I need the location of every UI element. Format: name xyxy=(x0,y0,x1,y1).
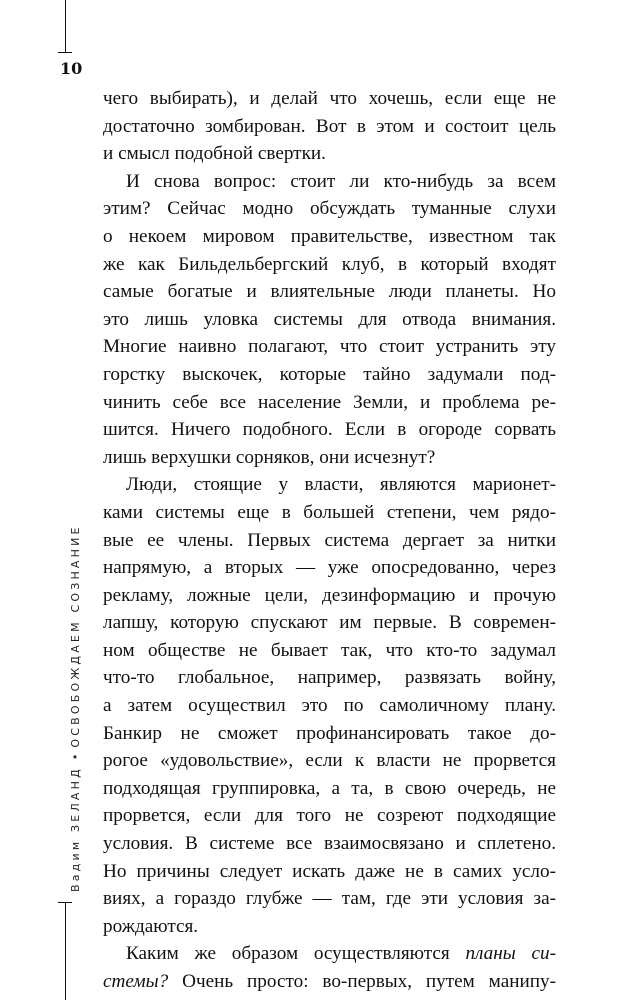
text-line: Люди, стоящие у власти, являются марионет- xyxy=(126,474,556,496)
bottom-rule-cap xyxy=(58,902,72,903)
text-line: чинить себе все население Земли, и проблема ре- xyxy=(103,391,556,413)
paragraph-4 xyxy=(103,940,556,995)
text-line: Банкир не сможет профинансировать такое до- xyxy=(103,722,556,744)
text-line: горстку выскочек, которые тайно задумали под- xyxy=(103,363,556,385)
author-name: Вадим ЗЕЛАНД xyxy=(69,766,82,892)
text-line: самые богатые и влиятельные люди планеты. Но xyxy=(103,281,556,303)
text-line: лишь верхушки сорняков, они исчезнут? xyxy=(103,446,436,468)
text-line: вые ее члены. Первых система дергает за нитки xyxy=(103,529,556,551)
text-line: и смысл подобной свертки. xyxy=(103,143,326,165)
text-line: ками системы еще в большей степени, чем рядо- xyxy=(103,501,556,523)
text-line: рекламу, ложные цели, дезинформацию и прочую xyxy=(103,584,556,606)
text-line: это лишь уловка системы для отвода внимания. xyxy=(103,308,556,330)
text-line: а затем осуществил это по самоличному плану. xyxy=(103,695,556,717)
text-line xyxy=(103,940,556,968)
bottom-margin-rule xyxy=(65,902,66,1000)
header-separator: • xyxy=(69,753,82,761)
top-rule-cap xyxy=(58,52,72,53)
book-title: ОСВОБОЖДАЕМ СОЗНАНИЕ xyxy=(69,524,82,748)
text-line: напрямую, а вторых — уже опосредованно, через xyxy=(103,557,556,579)
text-run: Каким же образом осуществляются xyxy=(126,943,466,965)
text-run: Очень просто: во-первых, путем манипу- xyxy=(168,971,556,992)
paragraph-1 xyxy=(103,85,556,168)
text-line: Многие наивно полагают, что стоит устранить эту xyxy=(103,336,556,358)
paragraph-2 xyxy=(103,168,556,472)
text-line: чего выбирать), и делай что хочешь, если еще не xyxy=(103,88,556,109)
text-line: прорвется, если для того не созреют подходящие xyxy=(103,805,556,827)
text-line: рогое «удовольствие», если к власти не прорвется xyxy=(103,750,556,772)
text-line: что-то глобальное, например, развязать войну, xyxy=(103,667,556,689)
top-margin-rule xyxy=(65,0,66,52)
text-line: виях, а гораздо глубже — там, где эти условия за- xyxy=(103,888,556,910)
italic-run: планы си- xyxy=(465,943,556,965)
text-line: Но причины следует искать даже не в самих усло- xyxy=(103,860,556,882)
body-text xyxy=(103,85,556,996)
running-header xyxy=(69,524,83,892)
text-line: И снова вопрос: стоит ли кто-нибудь за всем xyxy=(126,170,556,192)
text-line: условия. В системе все взаимосвязано и сплетено. xyxy=(103,833,556,855)
page-number: 10 xyxy=(60,59,83,78)
text-line: подходящая группировка, а та, в свою очередь, не xyxy=(103,777,556,799)
italic-run: стемы? xyxy=(103,971,169,992)
text-line: ном обществе не бывает так, что кто-то задумал xyxy=(103,639,556,661)
text-line: же как Бильдельбергский клуб, в который входят xyxy=(103,253,556,275)
paragraph-3 xyxy=(103,471,556,940)
text-line: рождаются. xyxy=(103,915,199,937)
text-line: достаточно зомбирован. Вот в этом и состоит цель xyxy=(103,115,556,137)
text-line: о некоем мировом правительстве, известном так xyxy=(103,225,556,247)
text-line: этим? Сейчас модно обсуждать туманные слухи xyxy=(103,198,556,220)
text-line: лапшу, которую спускают им первые. В современ- xyxy=(103,612,556,634)
text-line: шится. Ничего подобного. Если в огороде сорвать xyxy=(103,419,556,441)
text-line xyxy=(103,968,556,996)
